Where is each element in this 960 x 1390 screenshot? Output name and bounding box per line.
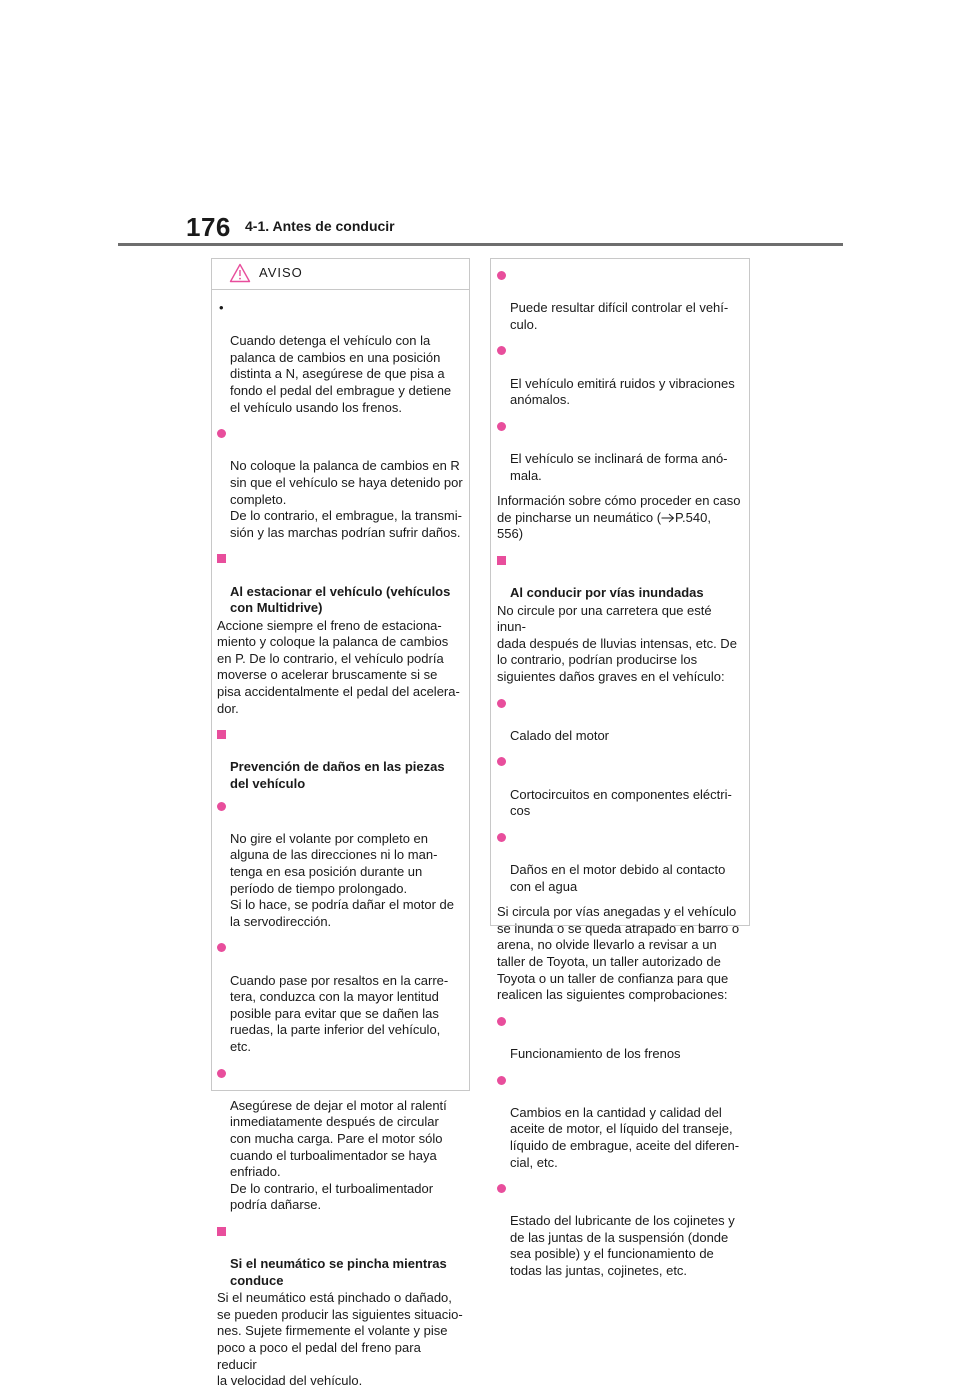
list-item: [497, 695, 743, 745]
list-item-text: Puede resultar difícil controlar el vehí- culo.: [510, 300, 729, 332]
paragraph: No circule por una carretera que esté inun- dada después de lluvias intensas, etc. De lo contrario, podrían producirse los siguientes daños graves en el vehículo:: [497, 602, 737, 685]
list-item-text: Cambios en la cantidad y calidad del aceite de motor, el líquido del transeje, líquido de embrague, aceite del diferen- cial, etc.: [510, 1104, 740, 1170]
subheading: [217, 726, 464, 792]
subheading-text: Si el neumático se pincha mientras conduce: [230, 1256, 447, 1288]
list-item: [217, 425, 464, 541]
list-item-text: Daños en el motor debido al contacto con el agua: [510, 862, 726, 894]
list-item: [497, 753, 743, 819]
paragraph-with-reference: [497, 493, 743, 543]
square-bullet-icon: [217, 1227, 226, 1236]
dash-item-text: Cuando detenga el vehículo con la palanca de cambios en una posición distinta a N, asegúrese de que pisa a fondo el pedal del embrague y detiene el vehículo usando los frenos.: [230, 333, 452, 415]
paragraph: Si el neumático está pinchado o dañado, se pueden producir las siguientes situacio- nes. Sujete firmemente el volante y pise poco a poco el pedal del freno para reducir la velocidad del vehículo.: [217, 1290, 463, 1389]
bullet-icon: [497, 757, 506, 766]
page-reference-link[interactable]: P.540, 556): [497, 509, 711, 542]
list-item: [217, 798, 464, 931]
list-item: [497, 829, 743, 895]
bullet-icon: [497, 1017, 506, 1026]
list-item: [497, 418, 743, 484]
arrow-right-icon: [661, 513, 675, 523]
list-item-text: Estado del lubricante de los cojinetes y de las juntas de la suspensión (donde sea posible) y el funcionamiento de todas las juntas, cojinetes, etc.: [510, 1213, 735, 1279]
bullet-icon: [497, 699, 506, 708]
bullet-icon: [217, 429, 226, 438]
square-bullet-icon: [217, 730, 226, 739]
section-title: 4-1. Antes de conducir: [245, 218, 395, 234]
paragraph: Accione siempre el freno de estaciona- miento y coloque la palanca de cambios en P. De lo contrario, el vehículo podría moverse o acelerar bruscamente si se pisa accidentalmente el pedal del acelera- dor.: [217, 617, 460, 716]
warning-body: [212, 290, 469, 1390]
list-item: [497, 267, 743, 333]
list-item: [217, 1065, 464, 1214]
list-item: [497, 342, 743, 408]
square-bullet-icon: [217, 554, 226, 563]
list-item: [497, 1180, 743, 1280]
list-item-text: No gire el volante por completo en alguna de las direcciones ni lo man- tenga en esa posición durante un período de tiempo prolongado. Si lo hace, se podría dañar el motor de la servodirección.: [230, 830, 455, 929]
list-item: [497, 1013, 743, 1063]
bullet-icon: [217, 943, 226, 952]
list-item-text: El vehículo se inclinará de forma anó- mala.: [510, 450, 728, 483]
list-item-text: El vehículo emitirá ruidos y vibraciones anómalos.: [510, 375, 735, 408]
bullet-icon: [497, 1076, 506, 1085]
list-item: [217, 939, 464, 1055]
bullet-icon: [497, 422, 506, 431]
list-item-text: No coloque la palanca de cambios en R sin que el vehículo se haya detenido por completo. De lo contrario, el embrague, la transmi- sión y las marchas podrían sufrir daños.: [230, 458, 463, 540]
paragraph: Si circula por vías anegadas y el vehículo se inunda o se queda atrapado en barro o arena, no olvide llevarlo a revisar a un taller de Toyota, un taller autorizado de Toyota o un taller de confianza para que realicen las siguientes comprobaciones:: [497, 904, 740, 1003]
bullet-icon: [217, 802, 226, 811]
bullet-icon: [217, 1069, 226, 1078]
dash-item: [217, 300, 464, 416]
bullet-icon: [497, 271, 506, 280]
subheading: [217, 550, 464, 616]
warning-box: [211, 258, 470, 1389]
subheading-text: Al estacionar el vehículo (vehículos con Multidrive): [230, 583, 451, 616]
paragraph-text: Información sobre cómo proceder en caso de pincharse un neumático (: [497, 493, 741, 525]
bullet-icon: [497, 346, 506, 355]
subheading: [497, 552, 743, 602]
list-item-text: Calado del motor: [510, 727, 609, 743]
subheading-text: Prevención de daños en las piezas del vehículo: [230, 759, 445, 792]
warning-label: AVISO: [259, 265, 303, 280]
subheading: [217, 1223, 464, 1289]
list-item-text: Cortocircuitos en componentes eléctri- cos: [510, 786, 732, 819]
header-divider: [118, 243, 843, 246]
dash-bullet: •: [219, 300, 224, 315]
list-item: [497, 1072, 743, 1172]
subheading-text: Al conducir por vías inundadas: [510, 585, 704, 601]
list-item-text: Funcionamiento de los frenos: [510, 1045, 681, 1061]
warning-header: [212, 259, 469, 290]
bullet-icon: [497, 1184, 506, 1193]
page-number: 176: [186, 212, 231, 242]
bullet-icon: [497, 833, 506, 842]
list-item-text: Asegúrese de dejar el motor al ralentí inmediatamente después de circular con mucha carga. Pare el motor sólo cuando el turboalimentador se haya enfriado. De lo contrario, el turboalimentador podría dañarse.: [230, 1097, 447, 1213]
warning-triangle-icon: [229, 263, 251, 283]
list-item-text: Cuando pase por resaltos en la carre- tera, conduzca con la mayor lentitud posible para evitar que se dañen las ruedas, la parte inferior del vehículo, etc.: [230, 972, 449, 1054]
warning-box-continued: [490, 258, 750, 1279]
square-bullet-icon: [497, 556, 506, 565]
